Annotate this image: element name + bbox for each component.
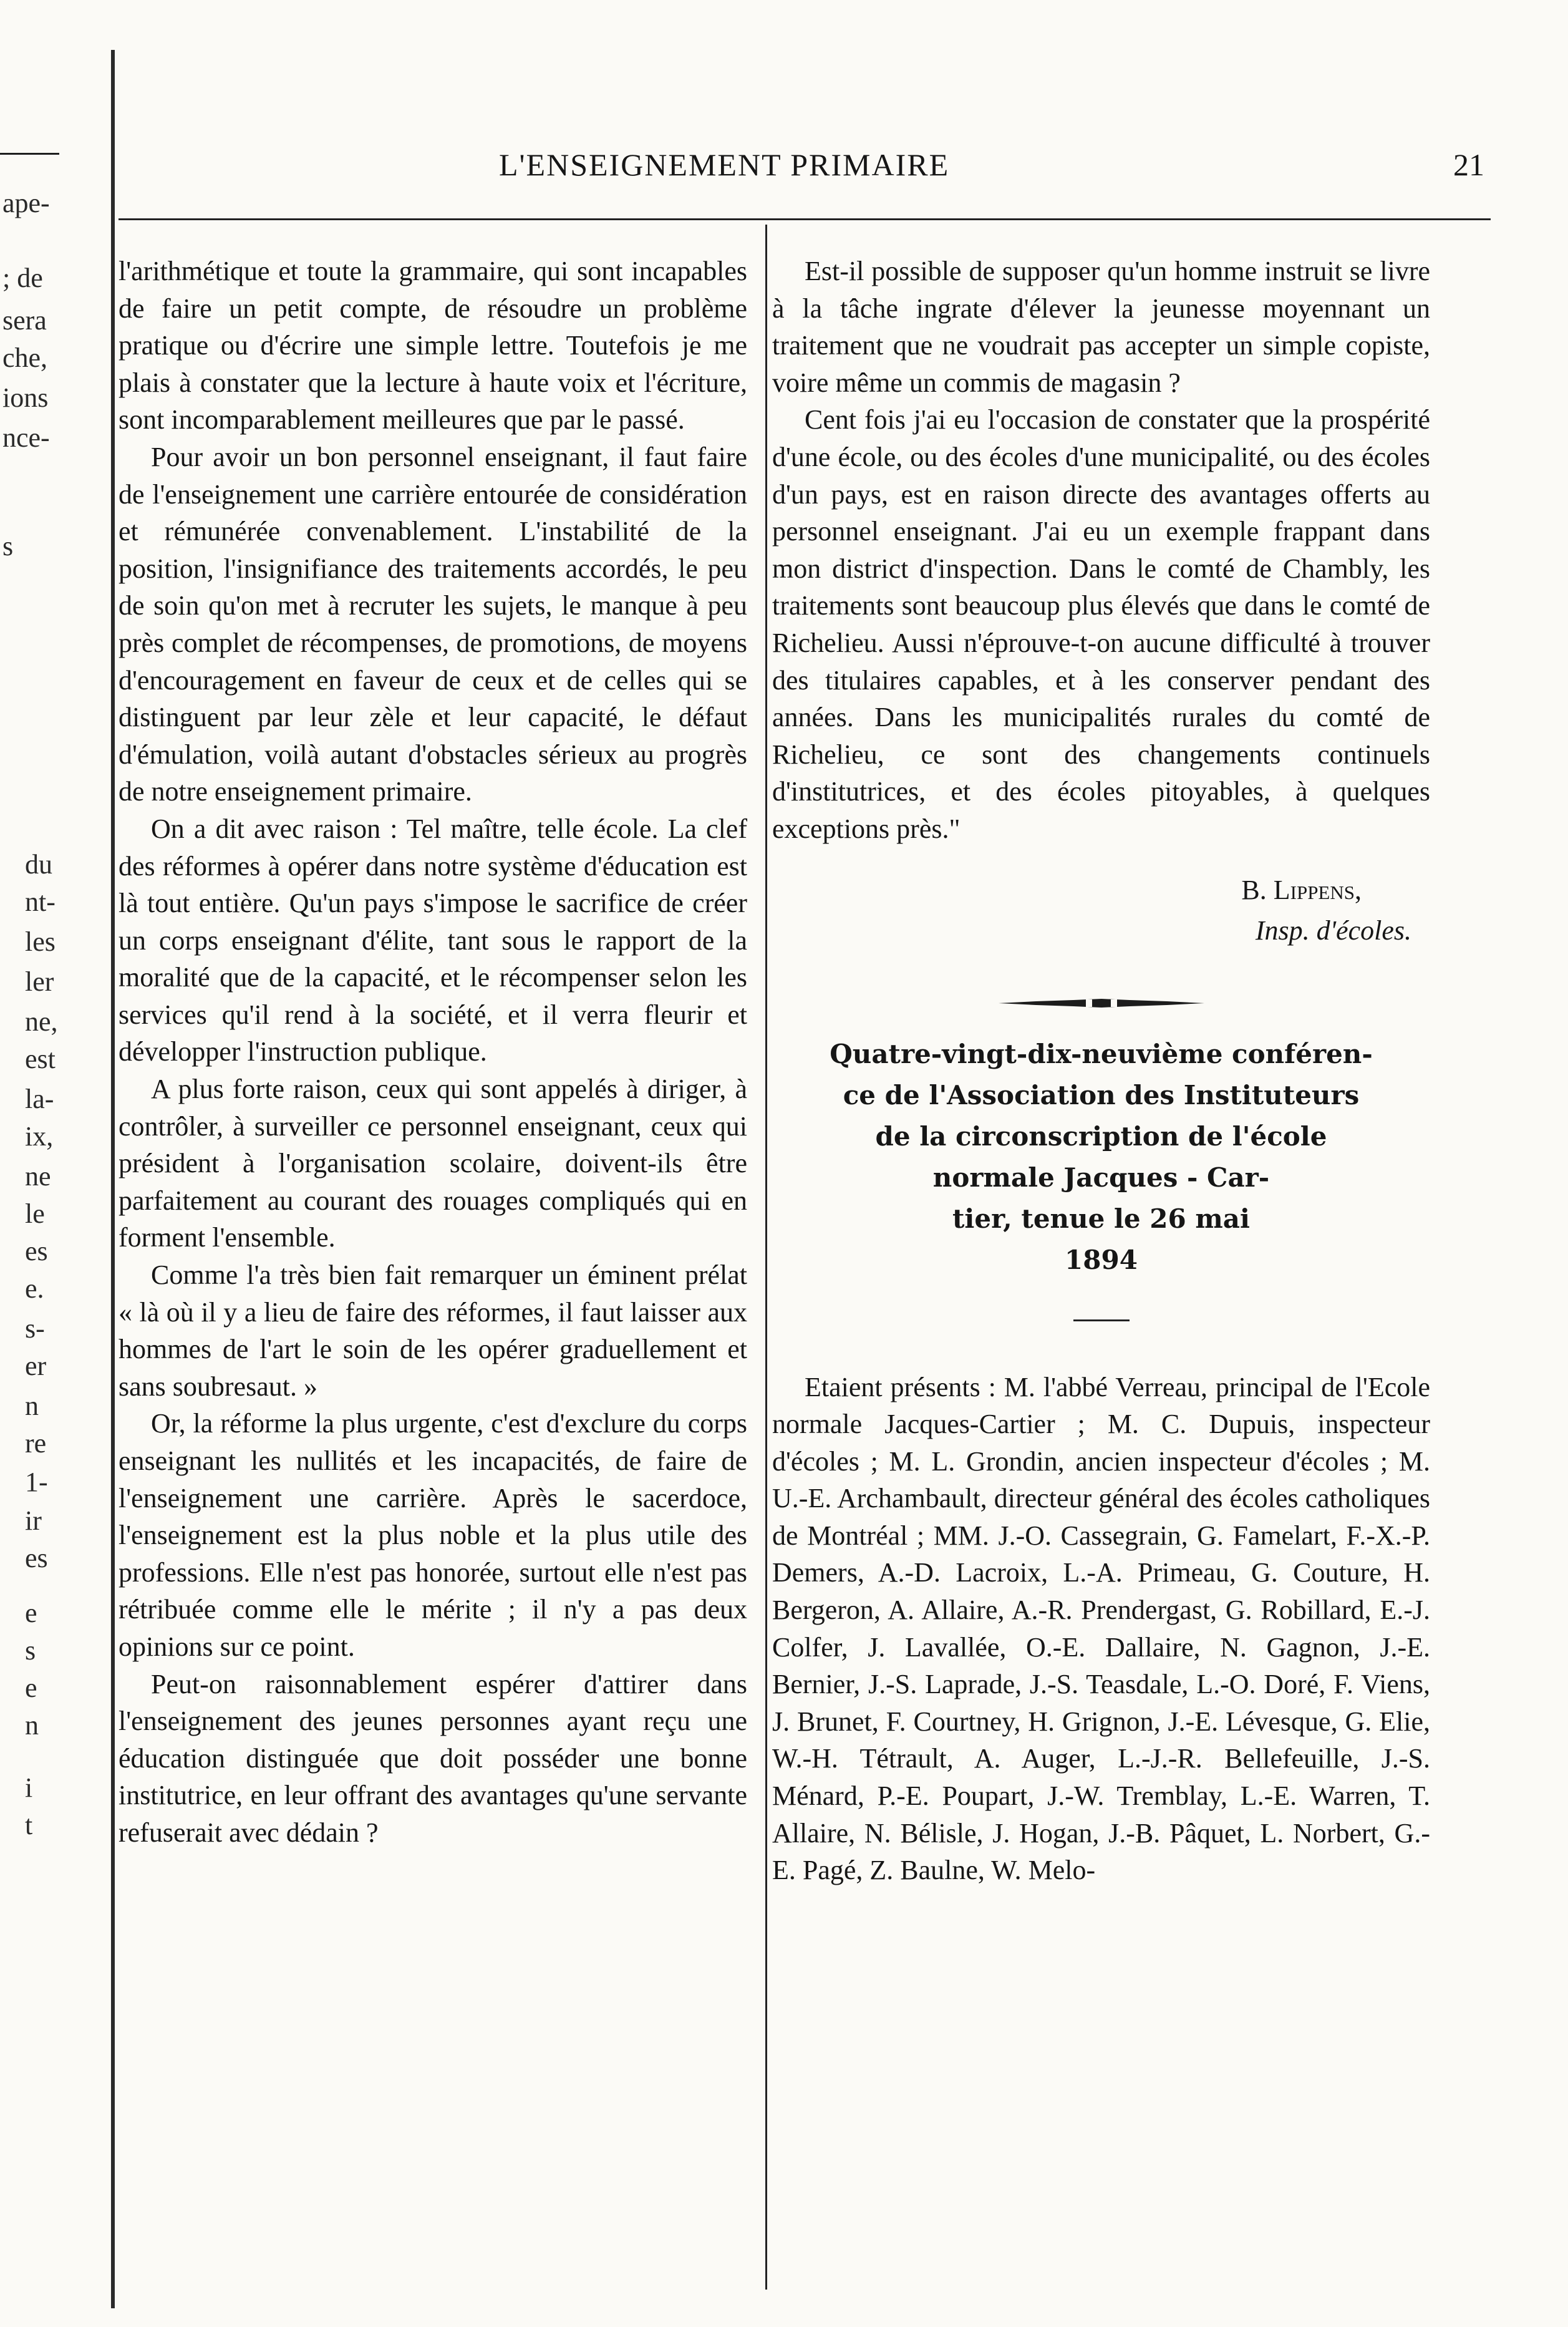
margin-fragment: es [25,1236,48,1266]
running-title: L'ENSEIGNEMENT PRIMAIRE [499,147,950,182]
margin-fragment: sera [2,305,47,336]
margin-fragment: i [25,1772,33,1803]
margin-fragment: 1- [25,1467,48,1497]
margin-fragment: t [25,1810,33,1840]
column-rule [765,225,767,2290]
paragraph: On a dit avec raison : Tel maître, telle école. La clef des réformes à opérer dans notre système d'éducation est là tout entière. Qu'un pays s'impose le sacrifice de créer un corps enseignant d'élite, tant sous le rapport de la moralité que de la capacité, et le récompenser selon les services qu'il rend à la société, et il verra fleurir et développer l'instruction publique. [119,813,747,1067]
margin-fragment: n [25,1710,39,1741]
page-number: 21 [1453,147,1484,182]
margin-fragment: ape- [2,188,50,218]
heading-line: ce de l'Association des Instituteurs [843,1079,1360,1110]
margin-fragment: nce- [2,422,50,453]
heading-line: 1894 [1065,1244,1138,1275]
short-rule [1073,1319,1130,1321]
paragraph: Pour avoir un bon personnel enseignant, il faut faire de l'enseignement une carrière entourée de considération et rémunérée convenablement. L'instabilité de la position, l'insignifiance des traitements accordés, le peu de soin qu'on met à recruter les sujets, le manque à peu près complet de récompenses, de promotions, de moyens d'encouragement en faveur de ceux et de celles qui se distinguent par leur zèle et leur capacité, le défaut d'émulation, voilà autant d'obstacles sérieux au progrès de notre enseignement primaire. [119,441,747,807]
margin-fragment: ir [25,1505,42,1536]
margin-fragments [0,0,100,2327]
heading-line: Quatre-vingt-dix-neuvième conféren- [830,1038,1373,1069]
paragraph: Or, la réforme la plus urgente, c'est d'exclure du corps enseignant les nullités et les incapacités, de faire de l'enseignement une carrière. Après le sacerdoce, l'enseignement est la plus noble et la plus utile des professions. Elle n'est pas honorée, surtout elle n'est pas rétribuée comme elle le mérite ; il n'y a pas deux opinions sur ce point. [119,1408,747,1662]
margin-fragment: n [25,1391,39,1421]
paragraph: l'arithmétique et toute la grammaire, qui sont incapables de faire un petit compte, de résoudre un problème pratique ou d'écrire une simple lettre. Toutefois je me plais à constater que la lecture à haute voix et l'écriture, sont incomparablement meilleures que par le passé. [119,256,747,435]
margin-fragment: s [2,531,14,561]
margin-fragment: la- [25,1084,54,1114]
heading-line: de la circonscription de l'école [875,1120,1327,1152]
heading-line: normale Jacques - Car- [932,1162,1270,1193]
margin-fragment: er [25,1351,47,1381]
margin-fragment: les [25,926,56,957]
margin-fragment: e. [25,1273,44,1304]
heading-line: tier, tenue le 26 mai [952,1203,1250,1234]
margin-fragment: re [25,1428,47,1459]
left-column [119,253,747,1852]
margin-fragment: ; de [2,263,43,293]
margin-fragment: e [25,1673,37,1703]
signature-title: Insp. d'écoles. [1255,915,1411,946]
ornament-rule-icon [999,998,1204,1009]
margin-fragment: s- [25,1313,45,1344]
attendance-paragraph: Etaient présents : M. l'abbé Verreau, principal de l'Ecole normale Jacques-Cartier ; M. C. Dupuis, inspecteur d'écoles ; M. L. Grondin, ancien inspecteur d'écoles ; M. U.-E. Archambault, directeur général des écoles catholiques de Montréal ; MM. J.-O. Cassegrain, G. Famelart, F.-X.-P. Demers, A.-D. Lacroix, L.-A. Primeau, G. Couture, H. Bergeron, A. Allaire, A.-R. Prendergast, G. Robillard, E.-J. Colfer, J. Lavallée, O.-E. Dallaire, N. Gagnon, J.-E. Bernier, J.-S. Laprade, J.-S. Teasdale, L.-O. Doré, F. Viens, J. Brunet, F. Courtney, H. Grignon, J.-E. Lévesque, G. Elie, W.-H. Tétrault, A. Auger, L.-J.-R. Bellefeuille, J.-S. Ménard, P.-E. Poupart, J.-W. Tremblay, L.-E. Warren, T. Allaire, N. Bélisle, J. Hogan, J.-B. Pâquet, L. Norbert, G.-E. Pagé, Z. Baulne, W. Melo- [772,1371,1430,1886]
ornament-divider [772,998,1430,1009]
gutter-line [111,50,115,2308]
paragraph: Cent fois j'ai eu l'occasion de constater que la prospérité d'une école, ou des écoles d'une municipalité, ou des écoles d'un pays, est en raison directe des avantages offerts au personnel enseignant. J'ai eu un exemple frappant dans mon district d'inspection. Dans le comté de Chambly, les traitements sont beaucoup plus élevés que dans le comté de Richelieu. Aussi n'éprouve-t-on aucune difficulté à trouver des titulaires capables, et à les conserver pendant des années. Dans les municipalités rurales du comté de Richelieu, ce sont des changements continuels d'institutrices, et des écoles pitoyables, à quelques exceptions près." [772,404,1430,844]
margin-fragment: ler [25,966,54,997]
title-rule [119,218,1491,220]
header-rule [0,153,59,155]
right-column [772,253,1430,1889]
margin-fragment: le [25,1198,45,1229]
margin-fragment: es [25,1543,48,1573]
paragraph: Peut-on raisonnablement espérer d'attirer dans l'enseignement des jeunes personnes ayant reçu une éducation distinguée que doit posséder une bonne institutrice, en leur offrant des avantages qu'une servante refuserait avec dédain ? [119,1668,747,1848]
paragraph: A plus forte raison, ceux qui sont appelés à diriger, à contrôler, à surveiller ce personnel enseignant, ceux qui président à l'organisation scolaire, doivent-ils être parfaitement au courant des rouages compliqués qui en forment l'ensemble. [119,1074,747,1253]
signature-name: B. Lippens, [1241,874,1362,905]
paragraph: Est-il possible de supposer qu'un homme instruit se livre à la tâche ingrate d'élever la jeunesse moyennant un traitement que ne voudrait pas accepter un simple copiste, voire même un commis de magasin ? [772,256,1430,398]
margin-fragment: du [25,849,52,880]
margin-fragment: ions [2,382,49,413]
margin-fragment: ix, [25,1121,54,1152]
margin-fragment: s [25,1635,36,1666]
signature-block [772,872,1430,953]
margin-fragment: ne [25,1161,51,1192]
margin-fragment: e [25,1598,37,1628]
margin-fragment: ne, [25,1006,58,1037]
margin-fragment: est [25,1044,56,1074]
paragraph: Comme l'a très bien fait remarquer un éminent prélat « là où il y a lieu de faire des réformes, il faut laisser aux hommes de l'art le soin de les opérer graduellement et sans soubresaut. » [119,1260,747,1402]
margin-fragment: che, [2,342,48,373]
section-heading [772,1034,1430,1281]
margin-fragment: nt- [25,887,56,917]
